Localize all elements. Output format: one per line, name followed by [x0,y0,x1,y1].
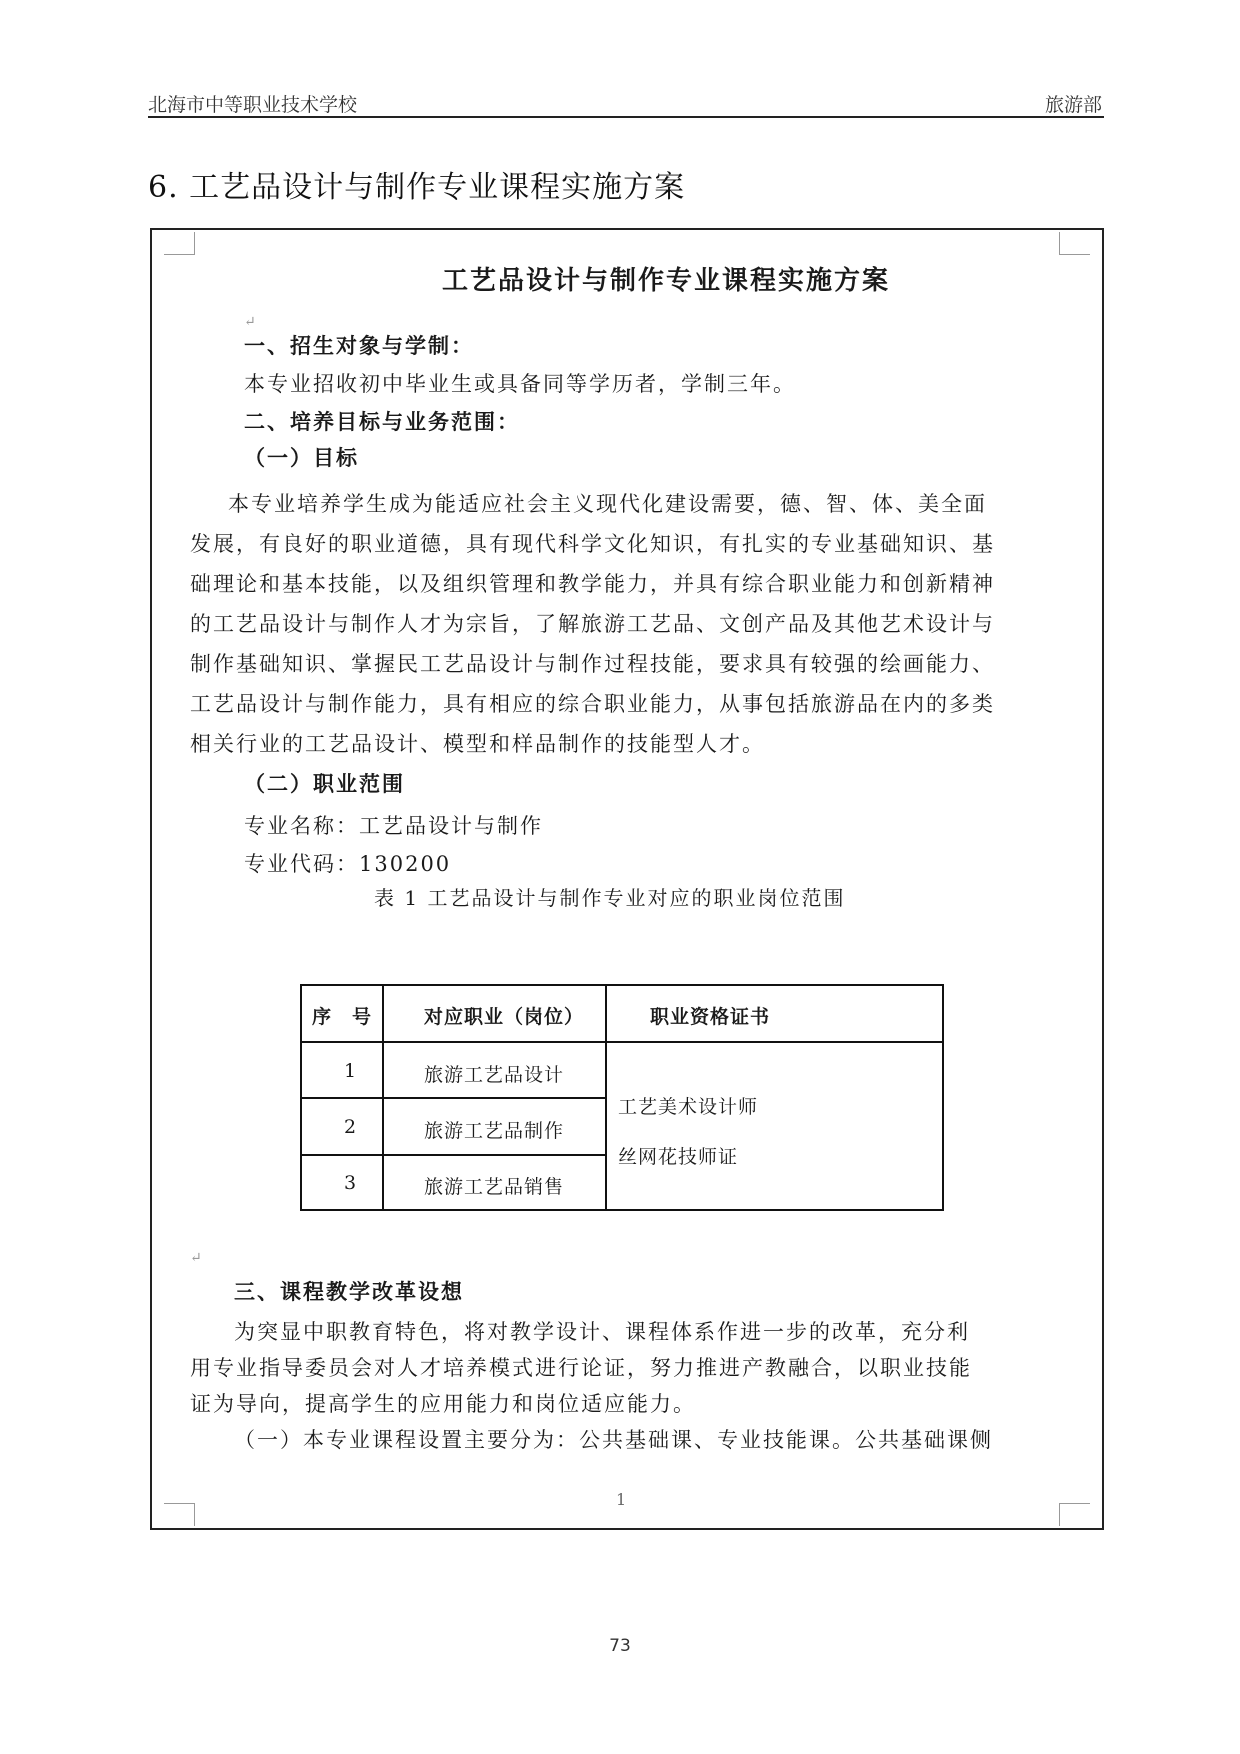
embedded-document [150,228,1104,1530]
table-cell-certificate: 丝网花技师证 [618,1146,739,1168]
paragraph-mark-icon: ↵ [190,1250,202,1266]
major-name: 专业名称：工艺品设计与制作 [244,814,543,838]
paragraph-mark-icon: ↵ [244,314,256,330]
corner-mark-bottom-right [1059,1503,1090,1526]
table-caption: 表 1 工艺品设计与制作专业对应的职业岗位范围 [374,886,846,910]
goal-line: 本专业培养学生成为能适应社会主义现代化建设需要，德、智、体、美全面 [228,492,987,516]
goal-line: 相关行业的工艺品设计、模型和样品制作的技能型人才。 [190,732,765,756]
goal-line: 发展，有良好的职业道德，具有现代科学文化知识，有扎实的专业基础知识、基 [190,532,995,556]
reform-line: 用专业指导委员会对人才培养模式进行论证，努力推进产教融合，以职业技能 [190,1356,972,1380]
heading-career-scope: （二）职业范围 [244,771,405,796]
reform-line: 证为导向，提高学生的应用能力和岗位适应能力。 [190,1392,696,1416]
header-school: 北海市中等职业技术学校 [148,94,358,116]
table-cell-job: 旅游工艺品销售 [424,1176,565,1198]
header-rule [148,116,1104,118]
table-header-number: 序 号 [312,1006,373,1028]
corner-mark-top-right [1059,232,1090,255]
major-code: 专业代码：130200 [244,852,452,876]
table-cell-number: 1 [344,1060,358,1082]
table-cell-job: 旅游工艺品制作 [424,1120,565,1142]
heading-reform: 三、课程教学改革设想 [234,1279,464,1304]
page-number: 73 [609,1636,631,1656]
heading-objective: （一）目标 [244,445,359,470]
enrollment-text: 本专业招收初中毕业生或具备同等学历者，学制三年。 [244,372,796,396]
table-cell-number: 2 [344,1116,358,1138]
table-header-certificate: 职业资格证书 [650,1006,771,1028]
inner-page-number: 1 [616,1490,627,1509]
reform-line: （一）本专业课程设置主要分为：公共基础课、专业技能课。公共基础课侧 [234,1428,993,1452]
goal-line: 础理论和基本技能，以及组织管理和教学能力，并具有综合职业能力和创新精神 [190,572,995,596]
header-department: 旅游部 [1044,94,1102,116]
reform-line: 为突显中职教育特色，将对教学设计、课程体系作进一步的改革，充分利 [234,1320,970,1344]
table-cell-job: 旅游工艺品设计 [424,1064,565,1086]
corner-mark-top-left [164,232,195,255]
heading-enrollment: 一、招生对象与学制： [244,333,474,358]
goal-line: 的工艺品设计与制作人才为宗旨，了解旅游工艺品、文创产品及其他艺术设计与 [190,612,995,636]
corner-mark-bottom-left [164,1503,195,1526]
goal-line: 工艺品设计与制作能力，具有相应的综合职业能力，从事包括旅游品在内的多类 [190,692,995,716]
table-cell-certificate: 工艺美术设计师 [618,1096,759,1118]
table-cell-number: 3 [344,1172,358,1194]
career-table [300,984,942,1236]
section-title: 6. 工艺品设计与制作专业课程实施方案 [148,170,686,205]
heading-goals: 二、培养目标与业务范围： [244,409,520,434]
doc-title: 工艺品设计与制作专业课程实施方案 [442,266,891,296]
table-header-job: 对应职业（岗位） [424,1006,585,1028]
goal-line: 制作基础知识、掌握民工艺品设计与制作过程技能，要求具有较强的绘画能力、 [190,652,995,676]
